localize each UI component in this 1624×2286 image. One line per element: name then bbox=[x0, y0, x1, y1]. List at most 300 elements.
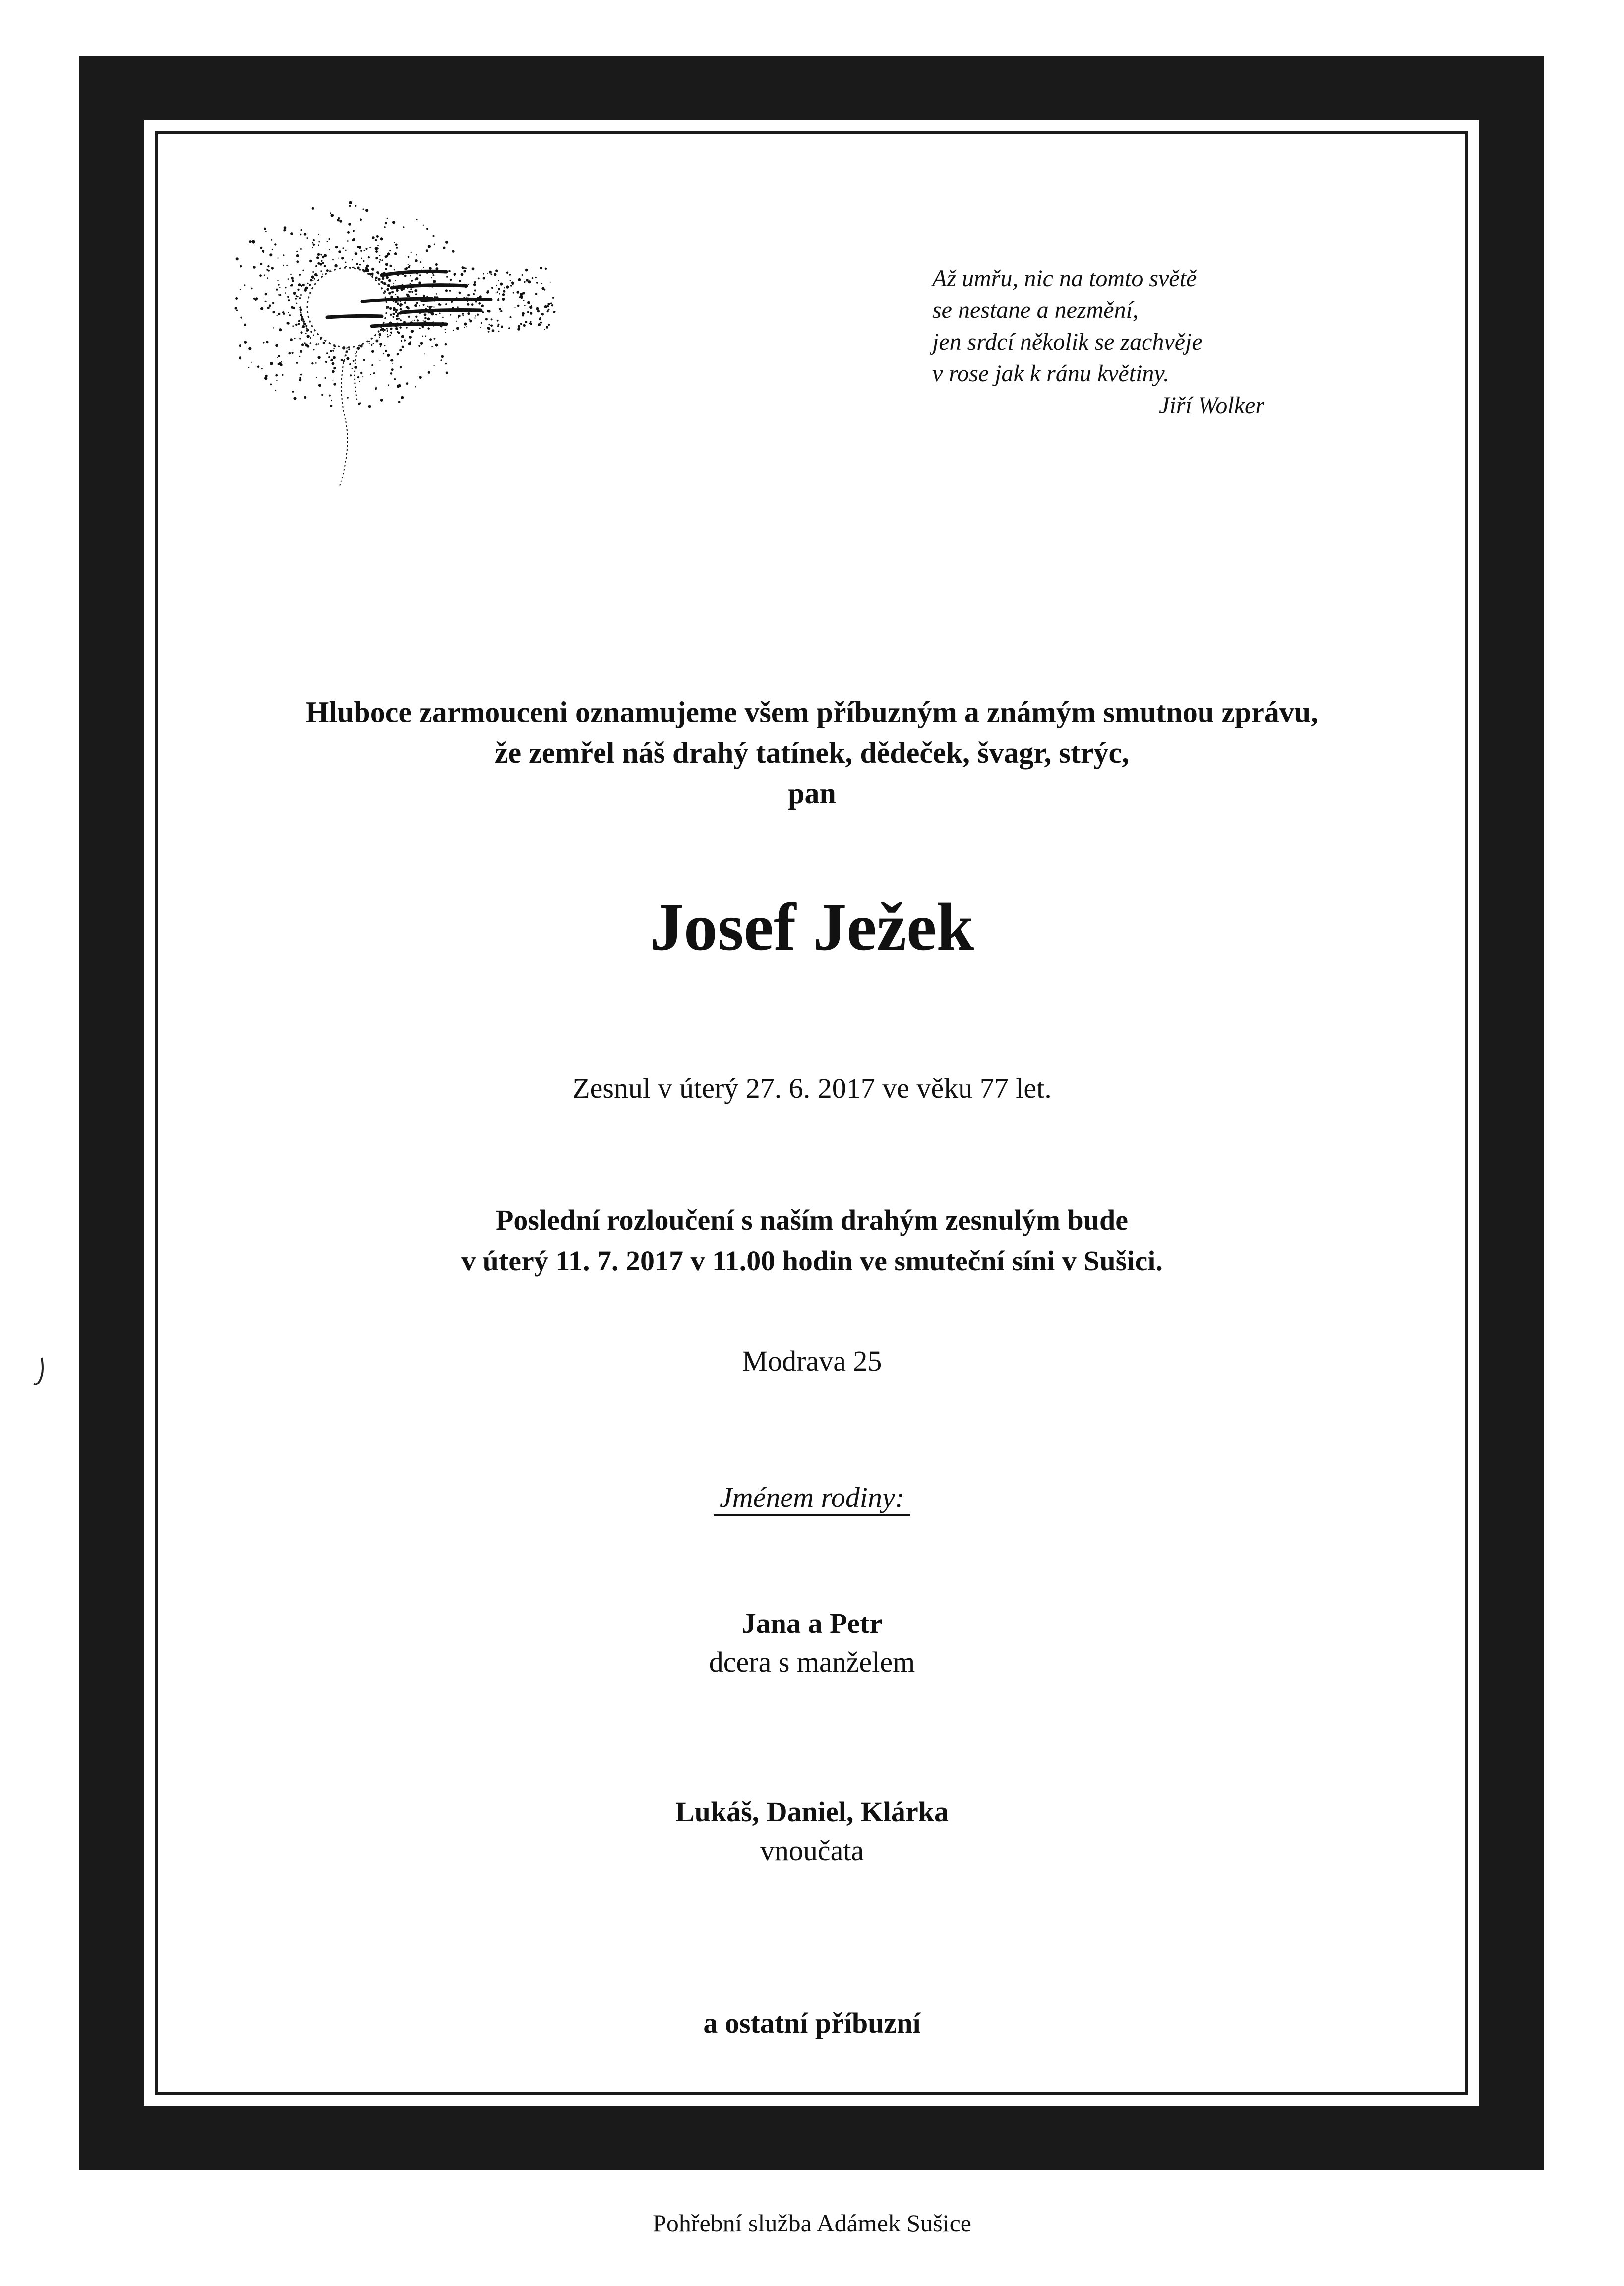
stipple-dot bbox=[498, 324, 500, 326]
stipple-dot bbox=[545, 268, 547, 270]
family-member-names: Lukáš, Daniel, Klárka bbox=[675, 1796, 949, 1828]
stipple-dot bbox=[287, 322, 289, 324]
stipple-dot bbox=[350, 374, 352, 376]
stipple-dot bbox=[427, 317, 430, 320]
stipple-dot bbox=[318, 244, 319, 246]
stipple-dot bbox=[249, 240, 252, 243]
stipple-dot bbox=[307, 345, 309, 347]
stipple-dot bbox=[260, 307, 263, 310]
stipple-dot bbox=[282, 311, 284, 313]
stipple-dot bbox=[428, 245, 431, 248]
stipple-dot bbox=[310, 342, 312, 344]
announcement-line: že zemřel náš drahý tatínek, dědeček, švagr, strýc, bbox=[494, 736, 1130, 769]
stipple-dot bbox=[501, 326, 503, 328]
stipple-dot bbox=[518, 325, 520, 328]
stipple-dot bbox=[312, 271, 314, 273]
stipple-dot bbox=[408, 264, 409, 265]
stipple-dot bbox=[404, 339, 406, 341]
stipple-dot bbox=[433, 306, 434, 307]
stipple-dot bbox=[364, 250, 365, 251]
stipple-dot bbox=[466, 297, 467, 298]
stipple-dot bbox=[554, 311, 555, 312]
stipple-dot bbox=[427, 327, 430, 330]
stipple-dot bbox=[355, 205, 356, 207]
stipple-dot bbox=[517, 328, 520, 331]
stipple-dot bbox=[385, 268, 387, 270]
stipple-dot bbox=[510, 316, 512, 318]
stipple-dot bbox=[379, 360, 380, 361]
stipple-dot bbox=[416, 219, 418, 220]
stipple-dot bbox=[346, 357, 349, 360]
stipple-dot bbox=[408, 291, 410, 293]
stipple-dot bbox=[435, 344, 438, 347]
stipple-dot bbox=[551, 304, 553, 306]
stipple-dot bbox=[279, 362, 282, 364]
announcement-line: pan bbox=[788, 777, 836, 810]
sunset-illustration bbox=[233, 169, 640, 511]
stipple-dot bbox=[395, 280, 396, 281]
stipple-dot bbox=[305, 333, 307, 334]
stipple-dot bbox=[278, 294, 279, 295]
stipple-dot bbox=[415, 259, 418, 262]
stipple-dot bbox=[427, 306, 429, 307]
stipple-dot bbox=[536, 307, 539, 310]
stipple-dot bbox=[301, 229, 302, 231]
stipple-dot bbox=[406, 267, 408, 270]
stipple-dot bbox=[500, 310, 502, 312]
stipple-dot bbox=[522, 274, 523, 276]
stipple-dot bbox=[395, 301, 397, 303]
stipple-dot bbox=[429, 306, 432, 309]
stipple-dot bbox=[489, 324, 490, 325]
stipple-dot bbox=[398, 401, 401, 403]
stipple-dot bbox=[338, 258, 339, 259]
stipple-dot bbox=[301, 285, 302, 287]
stipple-dot bbox=[474, 289, 476, 291]
stipple-dot bbox=[473, 283, 476, 286]
stipple-dot bbox=[387, 334, 388, 335]
stipple-dot bbox=[274, 243, 276, 245]
reflection-lines bbox=[340, 347, 357, 486]
stipple-dot bbox=[480, 327, 481, 328]
stipple-dot bbox=[538, 323, 541, 326]
stipple-dot bbox=[406, 382, 408, 385]
stipple-dot bbox=[388, 279, 391, 282]
stipple-dot bbox=[293, 292, 296, 295]
stipple-dot bbox=[269, 253, 272, 256]
stipple-dot bbox=[446, 371, 448, 374]
stipple-dot bbox=[497, 291, 498, 293]
stipple-dot bbox=[252, 241, 255, 244]
stipple-dot bbox=[419, 305, 420, 306]
stipple-dot bbox=[357, 376, 359, 378]
stipple-dot bbox=[462, 315, 464, 317]
stipple-dot bbox=[355, 252, 356, 253]
stipple-dot bbox=[360, 372, 362, 374]
stipple-dot bbox=[371, 364, 373, 366]
stipple-dot bbox=[271, 239, 272, 241]
stipple-dot bbox=[394, 242, 395, 243]
stipple-dot bbox=[525, 321, 528, 323]
stipple-dot bbox=[401, 396, 404, 399]
stipple-dot bbox=[523, 300, 525, 301]
stipple-dot bbox=[395, 327, 398, 330]
stipple-dot bbox=[415, 316, 417, 318]
stipple-dot bbox=[382, 277, 384, 280]
stipple-dot bbox=[404, 302, 406, 304]
stipple-dot bbox=[445, 241, 448, 244]
stipple-dot bbox=[286, 265, 288, 266]
stipple-dot bbox=[537, 310, 540, 312]
stipple-dot bbox=[300, 313, 302, 316]
stipple-dot bbox=[485, 318, 488, 320]
stipple-dot bbox=[264, 377, 267, 380]
stipple-dot bbox=[279, 287, 280, 288]
stipple-dot bbox=[396, 318, 398, 320]
stipple-dot bbox=[290, 285, 292, 286]
stipple-dot bbox=[519, 296, 521, 298]
stipple-dot bbox=[353, 238, 355, 241]
stipple-dot bbox=[337, 219, 339, 221]
stipple-dot bbox=[375, 340, 378, 343]
stipple-dot bbox=[313, 244, 315, 246]
stipple-dot bbox=[292, 279, 294, 282]
stipple-dot bbox=[457, 306, 459, 308]
stipple-dot bbox=[483, 273, 484, 275]
stipple-dot bbox=[445, 303, 447, 305]
stipple-dot bbox=[395, 311, 398, 313]
stipple-dot bbox=[389, 335, 391, 336]
stipple-dot bbox=[383, 282, 386, 285]
stipple-dot bbox=[313, 239, 315, 241]
stipple-dot bbox=[296, 362, 298, 364]
stipple-dot bbox=[385, 222, 387, 224]
stipple-dot bbox=[393, 313, 395, 315]
stipple-dot bbox=[296, 251, 298, 252]
stipple-dot bbox=[418, 345, 420, 347]
deceased-name: Josef Ježek bbox=[650, 890, 974, 964]
stipple-dot bbox=[466, 326, 467, 327]
stipple-dot bbox=[311, 276, 314, 279]
stipple-dot bbox=[326, 352, 328, 354]
stipple-dot bbox=[416, 254, 417, 255]
stipple-dot bbox=[414, 320, 415, 321]
stipple-dot bbox=[483, 277, 485, 279]
stipple-dot bbox=[386, 328, 388, 329]
stipple-dot bbox=[496, 285, 497, 286]
poem-line: v rose jak k ránu květiny. bbox=[932, 361, 1170, 387]
stipple-dot bbox=[393, 283, 394, 284]
stipple-dot bbox=[371, 344, 372, 346]
stipple-dot bbox=[547, 310, 549, 312]
stipple-dot bbox=[425, 336, 426, 337]
stipple-dot bbox=[424, 317, 427, 320]
stipple-dot bbox=[385, 263, 388, 266]
stipple-dot bbox=[472, 267, 475, 270]
stipple-dot bbox=[528, 280, 531, 283]
stipple-dot bbox=[504, 287, 505, 288]
stipple-dot bbox=[299, 338, 301, 340]
stipple-dot bbox=[277, 257, 278, 258]
stipple-dot bbox=[433, 235, 435, 237]
stipple-dot bbox=[347, 397, 349, 398]
stipple-dot bbox=[239, 344, 241, 347]
stipple-dot bbox=[265, 231, 267, 232]
stipple-dot bbox=[341, 359, 343, 361]
stipple-dot bbox=[310, 337, 311, 339]
stipple-dot bbox=[552, 297, 554, 299]
stipple-dot bbox=[255, 297, 258, 300]
stipple-dot bbox=[236, 310, 238, 311]
stipple-dot bbox=[253, 266, 256, 269]
stipple-dot bbox=[380, 346, 381, 347]
stipple-dot bbox=[387, 218, 388, 219]
stipple-dot bbox=[362, 376, 363, 377]
stipple-dot bbox=[375, 257, 378, 259]
stipple-dot bbox=[324, 265, 326, 268]
stipple-dot bbox=[428, 371, 430, 374]
stipple-dot bbox=[399, 349, 402, 351]
stipple-dot bbox=[392, 363, 393, 364]
stipple-dot bbox=[301, 343, 304, 346]
stipple-dot bbox=[522, 292, 524, 294]
stipple-dot bbox=[281, 361, 282, 362]
stipple-dot bbox=[410, 283, 411, 284]
stipple-dot bbox=[283, 265, 284, 266]
stipple-dot bbox=[299, 297, 301, 299]
stipple-dot bbox=[385, 255, 387, 258]
stipple-dot bbox=[499, 293, 500, 295]
stipple-dot bbox=[353, 230, 355, 232]
stipple-dot bbox=[345, 266, 347, 267]
stipple-dot bbox=[282, 374, 283, 376]
stipple-dot bbox=[321, 394, 323, 396]
stipple-dot bbox=[302, 325, 305, 328]
stipple-dot bbox=[368, 256, 370, 258]
farewell-info bbox=[144, 1200, 1480, 1281]
stipple-dot bbox=[423, 320, 424, 321]
stipple-dot bbox=[378, 278, 381, 281]
stipple-dot bbox=[431, 346, 433, 347]
stipple-dot bbox=[325, 377, 327, 379]
stipple-dot bbox=[546, 326, 548, 329]
stipple-dot bbox=[342, 247, 344, 249]
stipple-dot bbox=[467, 312, 470, 315]
stipple-dot bbox=[390, 359, 393, 361]
stipple-dot bbox=[530, 321, 532, 323]
stipple-dot bbox=[487, 290, 489, 293]
stipple-dot bbox=[244, 324, 246, 326]
stipple-dot bbox=[297, 296, 299, 297]
stipple-dot bbox=[314, 278, 315, 280]
stipple-dot bbox=[456, 327, 459, 330]
stipple-dot bbox=[316, 377, 317, 378]
stipple-dot bbox=[420, 342, 423, 345]
stipple-dot bbox=[392, 221, 395, 224]
stipple-dot bbox=[361, 258, 362, 259]
stipple-dot bbox=[371, 268, 374, 271]
stipple-dot bbox=[417, 319, 419, 321]
stipple-dot bbox=[388, 292, 391, 295]
stipple-dot bbox=[333, 348, 335, 350]
stipple-dot bbox=[491, 318, 493, 320]
stipple-dot bbox=[323, 342, 325, 344]
stipple-dot bbox=[253, 298, 255, 300]
stipple-dot bbox=[325, 361, 327, 363]
family-heading-text: Jménem rodiny: bbox=[714, 1481, 910, 1516]
stipple-dot bbox=[358, 246, 361, 249]
stipple-dot bbox=[459, 280, 461, 282]
stipple-dot bbox=[386, 288, 389, 291]
stipple-dot bbox=[360, 218, 362, 221]
stipple-dot bbox=[372, 274, 374, 276]
stipple-dot bbox=[487, 327, 489, 329]
stipple-dot bbox=[330, 212, 331, 214]
stipple-dot bbox=[305, 325, 307, 327]
stipple-dot bbox=[459, 292, 461, 294]
stipple-dot bbox=[371, 350, 374, 353]
stipple-dot bbox=[315, 265, 317, 267]
stipple-dot bbox=[450, 314, 451, 315]
stipple-dot bbox=[379, 335, 380, 336]
stipple-dot bbox=[270, 384, 272, 386]
stipple-dot bbox=[283, 254, 284, 256]
stipple-dot bbox=[408, 256, 410, 258]
stipple-dot bbox=[267, 277, 268, 279]
stipple-dot bbox=[248, 367, 249, 368]
stipple-dot bbox=[240, 289, 241, 290]
stipple-dot bbox=[324, 254, 327, 257]
stipple-dot bbox=[303, 323, 306, 325]
stipple-dots bbox=[233, 201, 556, 408]
stipple-dot bbox=[318, 241, 320, 243]
stipple-dot bbox=[265, 301, 267, 302]
stipple-dot bbox=[348, 348, 350, 350]
stipple-dot bbox=[331, 214, 334, 217]
stipple-dot bbox=[540, 267, 542, 269]
stipple-dot bbox=[278, 355, 280, 357]
stipple-dot bbox=[261, 368, 263, 369]
stipple-dot bbox=[524, 305, 526, 306]
stipple-dot bbox=[510, 285, 512, 286]
stipple-dot bbox=[388, 384, 389, 386]
stipple-dot bbox=[550, 302, 552, 304]
stipple-dot bbox=[302, 284, 305, 286]
stipple-dot bbox=[464, 323, 467, 326]
stipple-dot bbox=[345, 262, 346, 263]
family-member-names: Jana a Petr bbox=[741, 1607, 883, 1639]
stipple-dot bbox=[290, 274, 292, 275]
stipple-dot bbox=[379, 343, 382, 346]
stipple-dot bbox=[398, 318, 400, 319]
stipple-dot bbox=[269, 304, 271, 307]
stipple-dot bbox=[406, 294, 408, 295]
stipple-dot bbox=[435, 314, 437, 315]
stipple-dot bbox=[267, 307, 270, 309]
stipple-dot bbox=[487, 273, 488, 274]
stipple-dot bbox=[275, 390, 276, 391]
stipple-dot bbox=[375, 239, 377, 241]
stipple-dot bbox=[410, 341, 411, 343]
stipple-dot bbox=[508, 327, 510, 329]
stipple-dot bbox=[373, 372, 375, 374]
stipple-dot bbox=[318, 384, 321, 387]
stipple-dot bbox=[452, 250, 454, 253]
stipple-dot bbox=[390, 328, 393, 330]
stipple-dot bbox=[304, 396, 306, 399]
stipple-dot bbox=[400, 308, 402, 311]
stipple-dot bbox=[536, 282, 538, 284]
stipple-dot bbox=[355, 353, 356, 354]
stipple-dot bbox=[334, 367, 336, 369]
stipple-dot bbox=[423, 304, 425, 306]
stipple-dot bbox=[349, 205, 351, 207]
stipple-dot bbox=[272, 302, 274, 304]
stipple-dot bbox=[532, 277, 534, 279]
stipple-dot bbox=[309, 260, 312, 263]
stipple-dot bbox=[425, 321, 426, 322]
stipple-dot bbox=[527, 301, 530, 304]
stipple-dot bbox=[375, 277, 377, 279]
stipple-dot bbox=[396, 289, 399, 292]
stipple-dot bbox=[474, 281, 476, 284]
stipple-dot bbox=[363, 260, 364, 262]
stipple-dot bbox=[278, 313, 280, 315]
stipple-dot bbox=[379, 259, 381, 260]
poem-quote bbox=[932, 263, 1379, 421]
stipple-dot bbox=[442, 317, 444, 318]
stipple-dot bbox=[477, 314, 479, 316]
stipple-dot bbox=[385, 350, 387, 352]
stipple-dot bbox=[407, 296, 408, 297]
stipple-dot bbox=[432, 273, 434, 275]
stipple-dot bbox=[489, 271, 492, 274]
stipple-dot bbox=[320, 270, 322, 272]
stipple-dot bbox=[363, 359, 365, 361]
stipple-dot bbox=[273, 327, 274, 328]
stipple-dot bbox=[406, 327, 407, 328]
stipple-dot bbox=[467, 303, 469, 306]
stipple-dot bbox=[446, 276, 448, 278]
stipple-dot bbox=[492, 329, 495, 332]
stipple-dot bbox=[404, 275, 407, 277]
stipple-dot bbox=[500, 283, 503, 286]
death-info: Zesnul v úterý 27. 6. 2017 ve věku 77 let. bbox=[572, 1072, 1052, 1104]
stipple-dot bbox=[298, 320, 300, 322]
stipple-dot bbox=[445, 332, 446, 333]
stipple-dot bbox=[264, 275, 265, 276]
stipple-dot bbox=[332, 370, 335, 373]
stipple-dot bbox=[375, 250, 378, 253]
stipple-dot bbox=[415, 293, 417, 295]
stipple-dot bbox=[376, 235, 379, 238]
stipple-dot bbox=[312, 247, 313, 248]
stipple-dot bbox=[359, 264, 361, 265]
stipple-dot bbox=[397, 353, 399, 355]
stipple-dot bbox=[383, 331, 384, 332]
stipple-dot bbox=[312, 207, 314, 210]
stipple-dot bbox=[384, 290, 386, 292]
stipple-dot bbox=[450, 279, 452, 281]
stipple-dot bbox=[390, 372, 393, 375]
stipple-dot bbox=[326, 269, 329, 272]
stipple-dot bbox=[445, 289, 448, 292]
stipple-dot bbox=[339, 220, 342, 223]
stipple-dot bbox=[279, 328, 282, 331]
stipple-dot bbox=[464, 327, 465, 328]
poem-line: jen srdcí několik se zachvěje bbox=[932, 329, 1203, 355]
stipple-dot bbox=[495, 269, 498, 272]
